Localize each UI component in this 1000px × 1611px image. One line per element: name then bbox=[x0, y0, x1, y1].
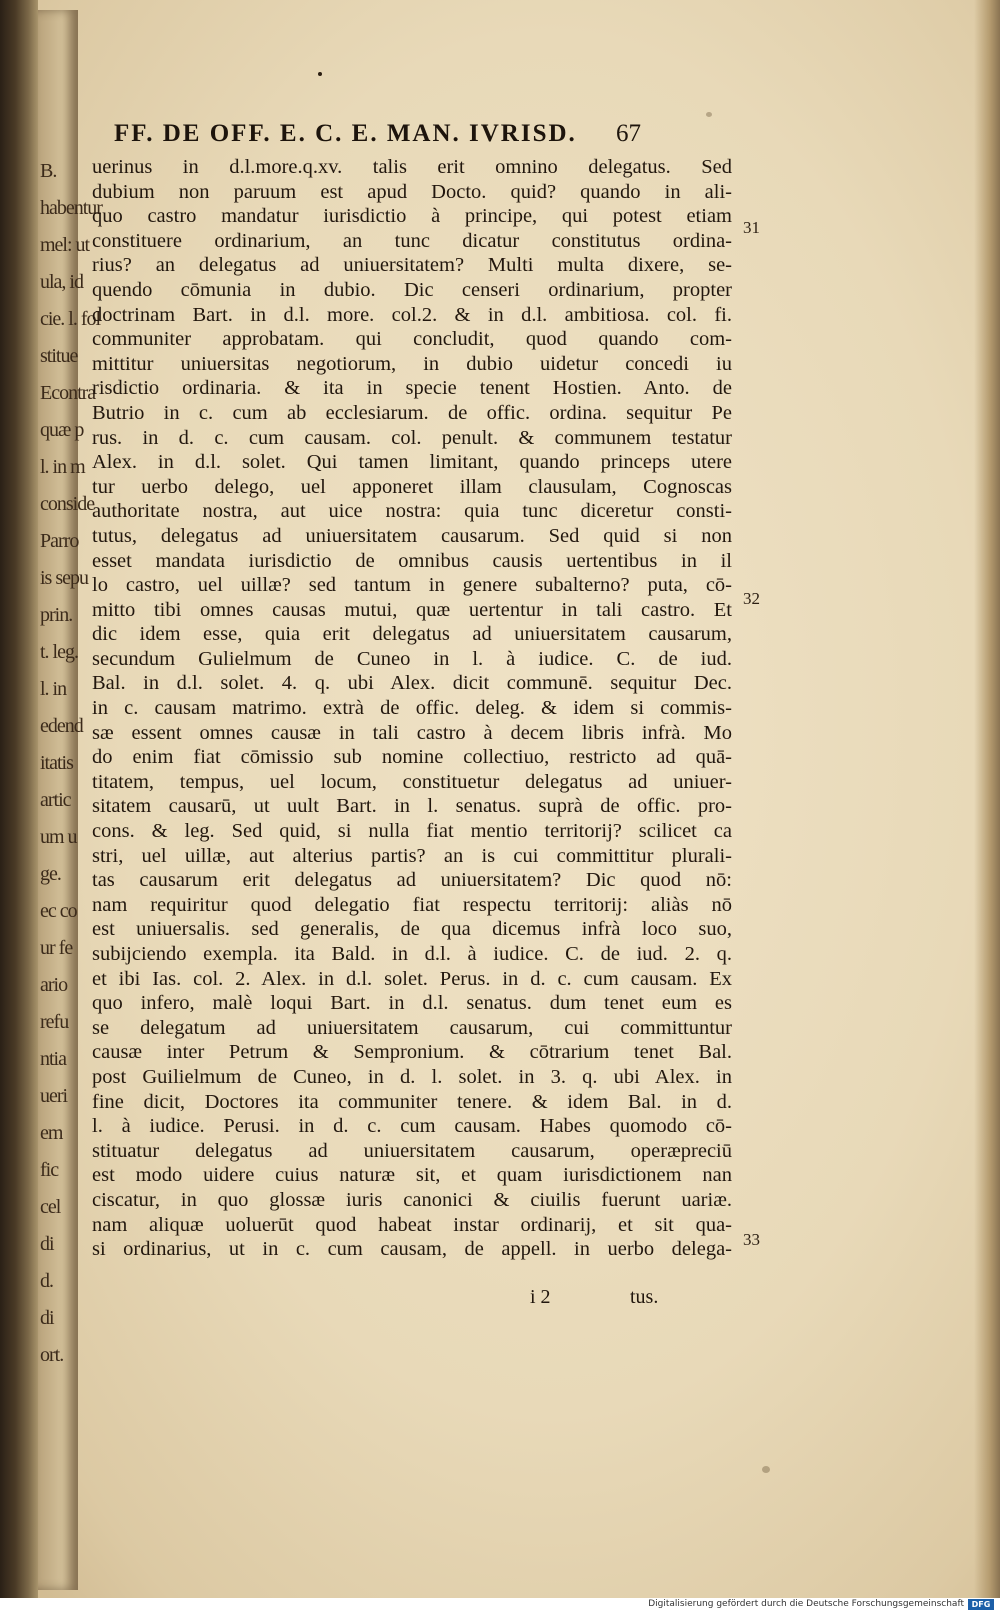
signature-mark: i 2 bbox=[530, 1286, 551, 1308]
facing-page-fragment: ort. bbox=[40, 1344, 64, 1366]
text-line: subijciendo exempla. ita Bald. in d.l. à iudice. C. de iud. 2. q. bbox=[92, 943, 732, 965]
facing-page-fragment: ge. bbox=[40, 863, 61, 885]
text-line: tur uerbo delego, uel apponeret illam clausulam, Cognoscas bbox=[92, 475, 732, 498]
facing-page-fragment: di bbox=[40, 1233, 54, 1255]
facing-page-fragment: mel: ut bbox=[40, 234, 90, 256]
text-line: sitatem causarū, ut uult Bart. in l. senatus. suprà de offic. pro- bbox=[92, 795, 732, 818]
text-line: in c. causam matrimo. extrà de offic. deleg. & idem si commis- bbox=[92, 697, 732, 720]
facing-page-fragment: habentur bbox=[40, 197, 102, 219]
facing-page-fragment: ec co bbox=[40, 900, 77, 922]
facing-page-fragment: d. bbox=[40, 1270, 53, 1292]
text-line: ciscatur, in quo glossæ iuris canonici & ciuilis fuerunt uariæ. bbox=[92, 1188, 732, 1211]
page-number: 67 bbox=[616, 120, 641, 147]
facing-page-fragment: l. in bbox=[40, 678, 67, 700]
text-line: mitto tibi omnes causas mutui, quæ uertentur in tali castro. Et bbox=[92, 598, 732, 621]
footer-text: Digitalisierung gefördert durch die Deutsche Forschungsgemeinschaft bbox=[648, 1599, 964, 1609]
text-line: quo infero, malè loqui Bart. in d.l. senatus. dum tenet eum es bbox=[92, 992, 732, 1015]
marginal-number: 33 bbox=[743, 1230, 760, 1249]
footer-bar bbox=[0, 1598, 1000, 1611]
text-line: nam requiritur quod delegatio fiat respectu territorij: aliàs nō bbox=[92, 893, 732, 916]
facing-page-fragment: B. bbox=[40, 160, 57, 182]
facing-page-fragment: l. in m bbox=[40, 456, 85, 478]
text-line: est modo uidere cuius naturæ sit, et quam iurisdictionem nan bbox=[92, 1164, 732, 1187]
facing-page-fragment: um u bbox=[40, 826, 77, 848]
ink-dot bbox=[318, 72, 322, 76]
text-line: Butrio in c. cum ab ecclesiarum. de offic. ordina. sequitur Pe bbox=[92, 401, 732, 424]
facing-page-fragment: Parro bbox=[40, 530, 79, 552]
text-line: titatem, tempus, uel locum, constituetur delegatus ad uniuer- bbox=[92, 770, 732, 793]
text-line: se delegatum ad uniuersitatem causarum, cui committuntur bbox=[92, 1016, 732, 1039]
page-edge-shadow bbox=[974, 0, 1000, 1600]
facing-page-fragment: ula, id bbox=[40, 271, 83, 293]
text-line: stituatur delegatus ad uniuersitatem causarum, operæpreciū bbox=[92, 1139, 732, 1162]
text-line: uerinus in d.l.more.q.xv. talis erit omnino delegatus. Sed bbox=[92, 156, 732, 178]
text-line: post Guilielmum de Cuneo, in d. l. solet. in 3. q. ubi Alex. in bbox=[92, 1065, 732, 1088]
text-line: Alex. in d.l. solet. Qui tamen limitant, quando princeps utere bbox=[92, 451, 732, 474]
text-line: tas causarum erit delegatus ad uniuersitatem? Dic quod nō: bbox=[92, 869, 732, 892]
text-line: stri, uel uillæ, aut alterius partis? an is cui committitur plurali- bbox=[92, 844, 732, 867]
text-line: est uniuersalis. sed generalis, de qua dicemus infrà loco suo, bbox=[92, 918, 732, 941]
facing-page-fragment: artic bbox=[40, 789, 71, 811]
facing-page-fragment: ur fe bbox=[40, 937, 73, 959]
text-line: quo castro mandatur iurisdictio à principe, qui potest etiam bbox=[92, 205, 732, 228]
text-line: mittitur uniuersitas negotiorum, in dubio uidetur concedi iu bbox=[92, 352, 732, 375]
facing-page-fragment: ario bbox=[40, 974, 68, 996]
facing-page-fragment: cel bbox=[40, 1196, 61, 1218]
body-text bbox=[92, 155, 732, 1262]
text-line: tutus, delegatus ad uniuersitatem causarum. Sed quid si non bbox=[92, 524, 732, 547]
facing-page-fragment: conside bbox=[40, 493, 95, 515]
facing-page-edge bbox=[38, 10, 102, 1590]
facing-page-fragment: prin. bbox=[40, 604, 73, 626]
text-line: esset mandata iurisdictio de omnibus causis uertentibus in il bbox=[92, 549, 732, 572]
text-line: constituere ordinarium, an tunc dicatur constitutus ordina- bbox=[92, 229, 732, 252]
text-page bbox=[78, 0, 974, 1590]
text-line: et ibi Ias. col. 2. Alex. in d.l. solet. Perus. in d. c. cum causam. Ex bbox=[92, 967, 732, 990]
text-line: communiter approbatam. qui concludit, quod quando com- bbox=[92, 328, 732, 351]
text-line: quendo cōmunia in dubio. Dic censeri ordinarium, propter bbox=[92, 278, 732, 301]
facing-page-fragment: ueri bbox=[40, 1085, 68, 1107]
catchword: tus. bbox=[630, 1286, 659, 1308]
text-line: cons. & leg. Sed quid, si nulla fiat mentio territorij? scilicet ca bbox=[92, 820, 732, 843]
text-line: causæ inter Petrum & Sempronium. & cōtrarium tenet Bal. bbox=[92, 1041, 732, 1064]
facing-page-fragment: refu bbox=[40, 1011, 69, 1033]
marginal-number: 32 bbox=[743, 589, 760, 608]
text-line: nam aliquæ uoluerūt quod habeat instar ordinarij, et sit qua- bbox=[92, 1213, 732, 1236]
book-gutter bbox=[0, 0, 38, 1600]
facing-page-fragment: t. leg. bbox=[40, 641, 78, 663]
text-line: secundum Gulielmum de Cuneo in l. à iudice. C. de iud. bbox=[92, 647, 732, 670]
text-line: si ordinarius, ut in c. cum causam, de appell. in uerbo delega- bbox=[92, 1238, 732, 1261]
text-line: rus. in d. c. cum causam. col. penult. & communem testatur bbox=[92, 426, 732, 449]
text-line: l. à iudice. Perusi. in d. c. cum causam. Habes quomodo cō- bbox=[92, 1115, 732, 1138]
facing-page-fragment: di bbox=[40, 1307, 54, 1329]
text-line: fine dicit, Doctores ita communiter tenere. & idem Bal. in d. bbox=[92, 1090, 732, 1113]
facing-page-fragment: Econtra bbox=[40, 382, 96, 404]
facing-page-fragment: cie. l. fol bbox=[40, 308, 101, 330]
text-line: authoritate nostra, aut uice nostra: quia tunc diceretur consti- bbox=[92, 500, 732, 523]
ink-spot bbox=[762, 1466, 770, 1473]
text-line: doctrinam Bart. in d.l. more. col.2. & in d.l. ambitiosa. col. fi. bbox=[92, 303, 732, 326]
text-line: Bal. in d.l. solet. 4. q. ubi Alex. dicit communē. sequitur Dec. bbox=[92, 672, 732, 695]
dfg-logo: DFG bbox=[968, 1599, 994, 1610]
ink-spot bbox=[706, 112, 712, 117]
facing-page-fragment: stitue bbox=[40, 345, 78, 367]
running-head: FF. DE OFF. E. C. E. MAN. IVRISD. bbox=[114, 120, 577, 147]
facing-page-fragment: em bbox=[40, 1122, 63, 1144]
text-line: rius? an delegatus ad uniuersitatem? Multi multa dixere, se- bbox=[92, 254, 732, 277]
facing-page-fragment: quæ p bbox=[40, 419, 84, 441]
text-line: do enim fiat cōmissio sub nomine collectiuo, restricto ad quā- bbox=[92, 746, 732, 769]
facing-page-fragment: edend bbox=[40, 715, 83, 737]
facing-page-fragment: itatis bbox=[40, 752, 73, 774]
text-line: lo castro, uel uillæ? sed tantum in genere subalterno? puta, cō- bbox=[92, 574, 732, 597]
text-line: dubium non paruum est apud Docto. quid? quando in ali- bbox=[92, 180, 732, 203]
text-line: sæ essent omnes causæ in tali castro à decem libris infrà. Mo bbox=[92, 721, 732, 744]
facing-page-fragment: ntia bbox=[40, 1048, 66, 1070]
text-line: dic idem esse, quia erit delegatus ad uniuersitatem causarum, bbox=[92, 623, 732, 646]
text-line: risdictio ordinaria. & ita in specie tenent Hostien. Anto. de bbox=[92, 377, 732, 400]
facing-page-fragment: fic bbox=[40, 1159, 59, 1181]
marginal-number: 31 bbox=[743, 218, 760, 237]
facing-page-fragment: is sepu bbox=[40, 567, 88, 589]
